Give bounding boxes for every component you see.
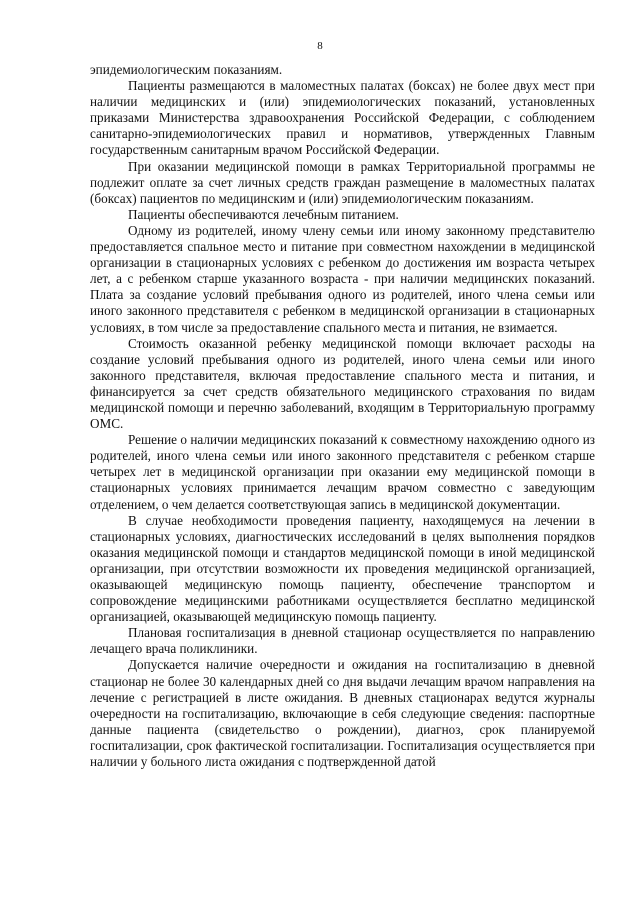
- paragraph: Решение о наличии медицинских показаний к совместному нахождению одного из родителей, иного члена семьи или иного законного представителя с ребенком старше четырех лет в медицинской организации при оказании ему медицинской помощи в стационарных условиях принимается лечащим врачом совместно с заведующим отделением, о чем делается соответствующая запись в медицинской документации.: [90, 432, 595, 512]
- paragraph: Допускается наличие очередности и ожидания на госпитализацию в дневной стационар не более 30 календарных дней со дня выдачи лечащим врачом направления на лечение с регистрацией в листе ожидания. В дневных стационарах ведутся журналы очередности на госпитализацию, включающие в себя следующие сведения: паспортные данные пациента (свидетельство о рождении), диагноз, срок планируемой госпитализации, срок фактической госпитализации. Госпитализация осуществляется при наличии у больного листа ожидания с подтвержденной датой: [90, 657, 595, 770]
- paragraph: Стоимость оказанной ребенку медицинской помощи включает расходы на создание условий пребывания одного из родителей, иного члена семьи или иного законного представителя, включая предоставление спального места и питания, и финансируется за счет средств обязательного медицинского страхования по видам медицинской помощи и перечню заболеваний, входящим в Территориальную программу ОМС.: [90, 335, 595, 432]
- paragraph: При оказании медицинской помощи в рамках Территориальной программы не подлежит оплате за счет личных средств граждан размещение в маломестных палатах (боксах) пациентов по медицинским и (или) эпидемиологическим показаниям.: [90, 158, 595, 206]
- paragraph-continuation: эпидемиологическим показаниям.: [90, 62, 283, 77]
- paragraph: Пациенты обеспечиваются лечебным питанием.: [128, 206, 399, 222]
- document-body: [90, 62, 595, 770]
- paragraph: Пациенты размещаются в маломестных палатах (боксах) не более двух мест при наличии медицинских и (или) эпидемиологических показаний, установленных приказами Министерства здравоохранения Российской Федерации, с соблюдением санитарно-эпидемиологических правил и нормативов, утвержденных Главным государственным санитарным врачом Российской Федерации.: [90, 78, 595, 158]
- paragraph: В случае необходимости проведения пациенту, находящемуся на лечении в стационарных условиях, диагностических исследований в целях выполнения порядков оказания медицинской помощи и стандартов медицинской помощи в иной медицинской организации, при отсутствии возможности их проведения медицинской организацией, оказывающей медицинскую помощь пациенту, обеспечение транспортом и сопровождение медицинскими работниками осуществляется бесплатно медицинской организацией, оказывающей медицинскую помощь пациенту.: [90, 512, 595, 625]
- page-number: 8: [317, 40, 323, 52]
- paragraph: Одному из родителей, иному члену семьи или иному законному представителю предоставляется спальное место и питание при совместном нахождении в медицинской организации в стационарных условиях с ребенком до достижения им возраста четырех лет, а с ребенком старше указанного возраста - при наличии медицинских показаний. Плата за создание условий пребывания одного из родителей, иного члена семьи или иного законного представителя с ребенком в медицинской организации в стационарных условиях, в том числе за предоставление спального места и питания, не взимается.: [90, 222, 595, 335]
- paragraph: Плановая госпитализация в дневной стационар осуществляется по направлению лечащего врача поликлиники.: [90, 625, 595, 657]
